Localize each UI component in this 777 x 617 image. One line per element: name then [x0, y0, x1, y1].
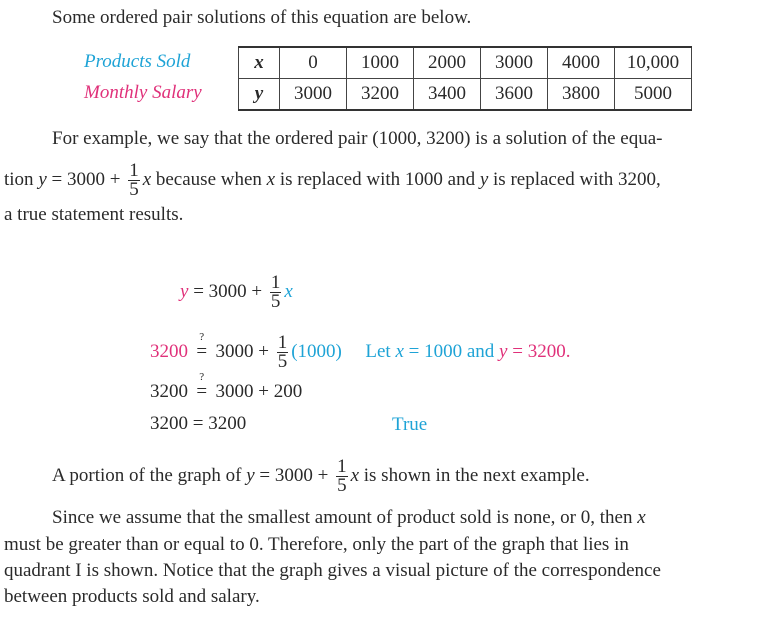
table-cell: 3800	[548, 79, 615, 111]
para3-line4: between products sold and salary.	[4, 586, 260, 607]
table-cell: 1000	[347, 47, 414, 79]
question-equals: ? =	[196, 371, 208, 402]
para1-line2: tion y = 3000 + $\frac{1}{5}$ x because when x is replaced with 1000 and y is replaced with 3200,	[4, 160, 661, 200]
fraction-one-fifth: $\frac{1}{5}$	[277, 332, 288, 372]
table-cell: 3000	[481, 47, 548, 79]
substitution-note: Let x = 1000 and y = 3200.	[365, 340, 571, 362]
para3-line3: quadrant I is shown. Notice that the graph gives a visual picture of the correspondence	[4, 560, 661, 581]
question-equals: ? =	[196, 330, 208, 362]
y-header: y	[239, 79, 280, 111]
table-row-x	[239, 47, 692, 79]
table-cell: 10,000	[615, 47, 692, 79]
equation-4: 3200 = 3200	[150, 413, 247, 434]
table-cell: 2000	[414, 47, 481, 79]
table-cell: 4000	[548, 47, 615, 79]
para1-line3: a true statement results.	[4, 204, 184, 225]
fraction-one-fifth: $\frac{1}{5}$	[270, 272, 281, 312]
table-cell: 0	[280, 47, 347, 79]
equation-1: y = 3000 + $\frac{1}{5}$ x	[180, 272, 293, 312]
table-cell: 3600	[481, 79, 548, 111]
fraction-one-fifth: $\frac{1}{5}$	[337, 456, 347, 496]
table-cell: 3000	[280, 79, 347, 111]
para2: A portion of the graph of y = 3000 + $\frac{1}{5}$ x is shown in the next example.	[52, 456, 590, 496]
monthly-salary-label: Monthly Salary	[84, 82, 202, 103]
fraction-one-fifth: $\frac{1}{5}$	[129, 160, 139, 200]
para3-line2: must be greater than or equal to 0. Therefore, only the part of the graph that lies in	[4, 534, 629, 555]
table-cell: 5000	[615, 79, 692, 111]
x-header: x	[239, 47, 280, 79]
para3-line1: Since we assume that the smallest amount of product sold is none, or 0, then x	[52, 507, 646, 528]
intro-text: Some ordered pair solutions of this equation are below.	[52, 7, 472, 28]
products-sold-label: Products Sold	[84, 51, 191, 72]
para1-line1: For example, we say that the ordered pair (1000, 3200) is a solution of the equa-	[52, 128, 663, 149]
equation-2: 3200 ? = 3000 + $\frac{1}{5}$ (1000) Let x = 1000 and y = 3200.	[150, 330, 571, 372]
true-label: True	[392, 414, 428, 435]
table-cell: 3200	[347, 79, 414, 111]
equation-3: 3200 ? = 3000 + 200	[150, 371, 303, 402]
table-row-y	[239, 79, 692, 111]
solutions-table	[238, 46, 692, 111]
table-cell: 3400	[414, 79, 481, 111]
